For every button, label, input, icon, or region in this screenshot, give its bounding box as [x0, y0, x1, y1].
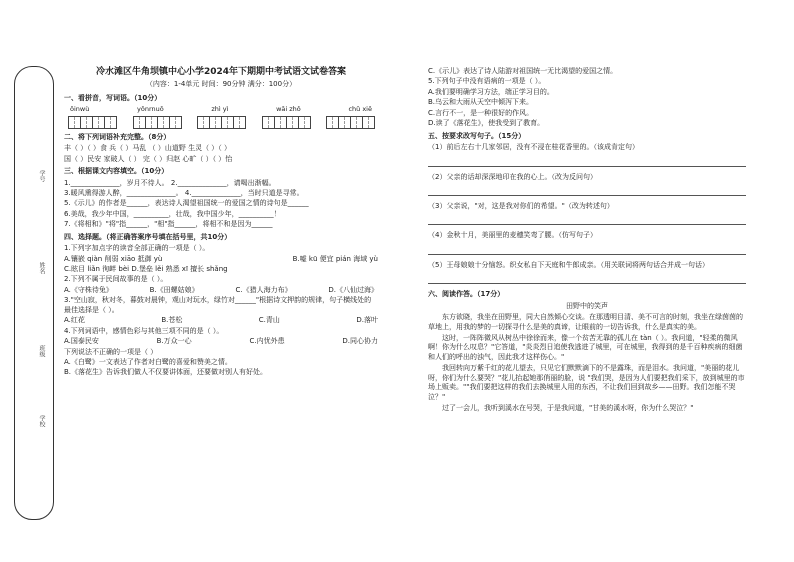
option: B.嘘 kū 便宜 pián 海域 yù [292, 254, 378, 263]
answer-line[interactable] [428, 212, 746, 225]
option: A.我们要明确学习方法，端正学习目的。 [428, 87, 554, 96]
pinyin-item: chǔ xiē [348, 105, 372, 114]
option: C.《猎人海力布》 [235, 285, 292, 294]
answer-grid[interactable] [326, 116, 374, 129]
question: 2.下列不属于民间故事的是（ ）。 [64, 275, 168, 284]
binding-label-class: 班级 [38, 345, 45, 357]
answer-grid[interactable] [262, 116, 310, 129]
story-paragraph: 这时，一阵阵微风从树丛中徐徐而来，像一个贫苦无靠的孤儿在 tàn（ ）。我问道，"轻柔的微风啊！你为什么叹息？"它答道，"炎炎烈日追使我逃进了城里，可在城里，我得到的是千百种疾病的细菌和人们的呼出的浊气，因此我才这样伤心。" [428, 334, 743, 361]
section-3-title: 三、根据课文内容填空。（10分） [64, 167, 169, 176]
question: 下列说法不正确的一项是（ ） [64, 347, 158, 356]
right-column [428, 66, 746, 416]
option: A.镶嵌 qiàn 削弱 xiāo 抵御 yù [64, 254, 163, 263]
fill-line: 6.美哉，我少年中国，__________，壮哉，我中国少年，__________！ [64, 209, 281, 218]
page-title: 冷水滩区牛角坝镇中心小学2024年下期期中考试语文试卷答案 [95, 67, 347, 77]
option: A.《白鹭》一文表达了作者对白鹭的喜爱和赞美之情。 [64, 357, 232, 366]
question: 5.下列句子中没有语病的一项是（ ）。 [428, 77, 546, 86]
answer-line[interactable] [428, 154, 746, 167]
option: D.《八仙过海》 [328, 285, 378, 294]
answer-line[interactable] [428, 242, 746, 255]
option: C.内忧外患 [249, 337, 285, 346]
rewrite-prompt: （3）父亲说，"对，这是我对你们的希望。"（改为转述句） [428, 201, 614, 210]
pinyin-item: zhì yì [211, 105, 229, 114]
pinyin-item: yōnrnuō [137, 105, 164, 114]
answer-grid[interactable] [133, 116, 181, 129]
question: 1.下列字加点字的读音全部正确的一项是（ ）。 [64, 244, 210, 253]
option: B.《田螺姑娘》 [149, 285, 199, 294]
story-paragraph: 我回转向万紫千红的花儿望去，只见它们默默滴下的不是露珠，而是泪水。我问道，"美丽的花儿呀，你们为什么要哭？"花儿抬起她那俏丽的脸，说 "我们哭，是因为人们要把我们采下，放到城里的市场上贩卖。""我们要把这样的我们去换城里人用的东西，不让我们回到故乡——田野。我们怎能不哭泣？" [428, 364, 745, 401]
option: D.同心协力 [342, 337, 378, 346]
option: C.言行不一，是一种很好的作风。 [428, 108, 534, 117]
left-column [64, 66, 378, 379]
fill-line: 7.《将相和》"将"指______，"相"指______，将相不和是因为______ [64, 220, 273, 229]
answer-line[interactable] [428, 183, 746, 196]
answer-grid[interactable] [197, 116, 245, 129]
question: 4.下列词语中，感情色彩与其他三项不同的是（ ）。 [64, 326, 224, 335]
pinyin-item: ōinwù [70, 105, 90, 114]
options [64, 316, 378, 325]
binding-margin [14, 66, 54, 520]
story-paragraph: 东方欲晓，我坐在田野里，同大自然倾心交谈。在那透明目清、美不可言的时刻，我坐在绿茵茵的草地上，用我的梦的一切探寻什么是美的真谛，让眼前的一切告诉我，什么是真实的美。 [428, 313, 743, 331]
rewrite-prompt: （1）前后左右十几家邻居，没有不浸在桂花香里的。（该成肯定句） [428, 143, 639, 152]
option: B.乌云和大雨从天空中倾泻下来。 [428, 98, 534, 107]
tianzige-row [64, 116, 378, 129]
option: A.《守株待兔》 [64, 285, 113, 294]
options [64, 286, 378, 295]
option: B.《落花生》告诉我们做人不仅要讲体面，还要做对别人有好处。 [64, 368, 268, 377]
option: A.红花 [64, 316, 85, 325]
fill-line: 1.______________，岁月不待人。 2.______________，请喝出渐幅。 [64, 178, 276, 187]
binding-label-name: 姓名 [38, 262, 45, 274]
option: B.万众一心 [156, 337, 192, 346]
answer-line[interactable] [428, 271, 746, 284]
binding-label-school: 学校 [38, 415, 45, 427]
option: C.《示儿》表达了诗人陆游对祖国统一无比渴望的爱国之情。 [428, 67, 618, 75]
option: C.青山 [258, 316, 280, 325]
exam-info: （内容：1-4单元 时间：90分钟 满分：100分） [145, 80, 297, 89]
options [64, 337, 378, 346]
rewrite-prompt: （5）王母娘娘十分恼怒。织女私自下天庭和牛郎成亲。（用关联词将两句话合并成一句话） [428, 260, 709, 269]
rewrite-prompt: （2）父亲的话却深深地印在我的心上。（改为反问句） [428, 172, 597, 181]
idiom-line: 国（ ）民安 家破人（ ） 完（ ）归赵 心旷（ ）（ ）怡 [64, 154, 233, 163]
option: D.落叶 [356, 316, 378, 325]
pinyin-row [64, 105, 378, 114]
option: A.国泰民安 [64, 337, 99, 346]
section-5-title: 五、按要求改写句子。（15分） [428, 131, 526, 140]
answer-grid[interactable] [68, 116, 116, 129]
story-paragraph: 过了一会儿，我听到溪水在号哭，于是我问道，"甘美的溪水呀，你为什么哭泣？" [442, 404, 694, 413]
section-1-title: 一、看拼音，写词语。（10分） [64, 93, 162, 102]
options: C.眩目 liǎn 徇衅 bèi D.堡垒 lěi 熟悉 xī 擅长 shǎng [64, 265, 228, 274]
pinyin-item: wāi zhǒ [276, 105, 301, 114]
binding-label-student-id: 学号 [38, 170, 45, 182]
idiom-line: 丰（ ）（ ）食 兵（ ）马乱 （ ）山道野 生灵（ ）（ ） [64, 144, 232, 153]
fill-line: 3.暖风熏得游人醉，______________。 4.______________，当时只道是寻常。 [64, 188, 304, 197]
option: D.读了《落花生》，使我受到了教育。 [428, 119, 545, 128]
fill-line: 5.《示儿》的作者是______，表达诗人渴望祖国统一的爱国之情的诗句是______ [64, 199, 309, 208]
rewrite-prompt: （4）金秋十月，美丽里的麦穗笑弯了腰。（仿写句子） [428, 231, 597, 240]
story-title: 田野中的笑声 [566, 301, 608, 310]
options [64, 255, 378, 264]
question: 3."空山寂，秋对冬，暮鼓对晨钟，观山对玩水，绿竹对______"根据诗文押韵的规律，句子横线处的最佳选择是（ ）。 [64, 296, 372, 314]
option: B.苍松 [161, 316, 183, 325]
section-6-title: 六、阅读作答。（17分） [428, 290, 505, 299]
section-4-title: 四、选择题。（将正确答案序号填在括号里，共10分） [64, 232, 232, 241]
section-2-title: 二、将下列词语补充完整。（8分） [64, 132, 171, 141]
